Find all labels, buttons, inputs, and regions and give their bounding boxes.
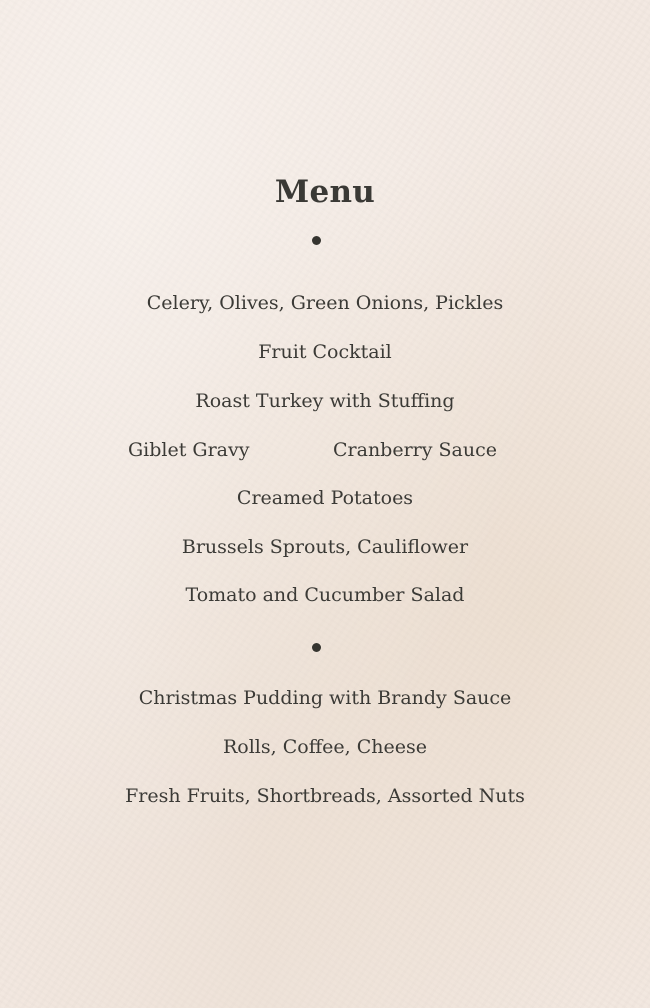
menu-item-fruits-nuts: Fresh Fruits, Shortbreads, Assorted Nuts [125,785,525,807]
menu-item-roast-turkey: Roast Turkey with Stuffing [195,390,455,412]
menu-item-creamed-potatoes: Creamed Potatoes [236,487,414,509]
menu-item-fruit-cocktail: Fruit Cocktail [258,341,392,363]
menu-item-cranberry-sauce: Cranberry Sauce [333,439,497,461]
menu-item-rolls-coffee-cheese: Rolls, Coffee, Cheese [222,736,428,758]
bullet-divider [312,643,321,652]
bullet-divider [312,236,321,245]
menu-item-salad: Tomato and Cucumber Salad [185,584,465,606]
menu-item-relishes: Celery, Olives, Green Onions, Pickles [146,292,504,314]
menu-item-vegetables: Brussels Sprouts, Cauliflower [181,536,469,558]
menu-title: Menu [274,174,376,210]
menu-item-christmas-pudding: Christmas Pudding with Brandy Sauce [138,687,512,709]
menu-item-giblet-gravy: Giblet Gravy [128,439,250,461]
